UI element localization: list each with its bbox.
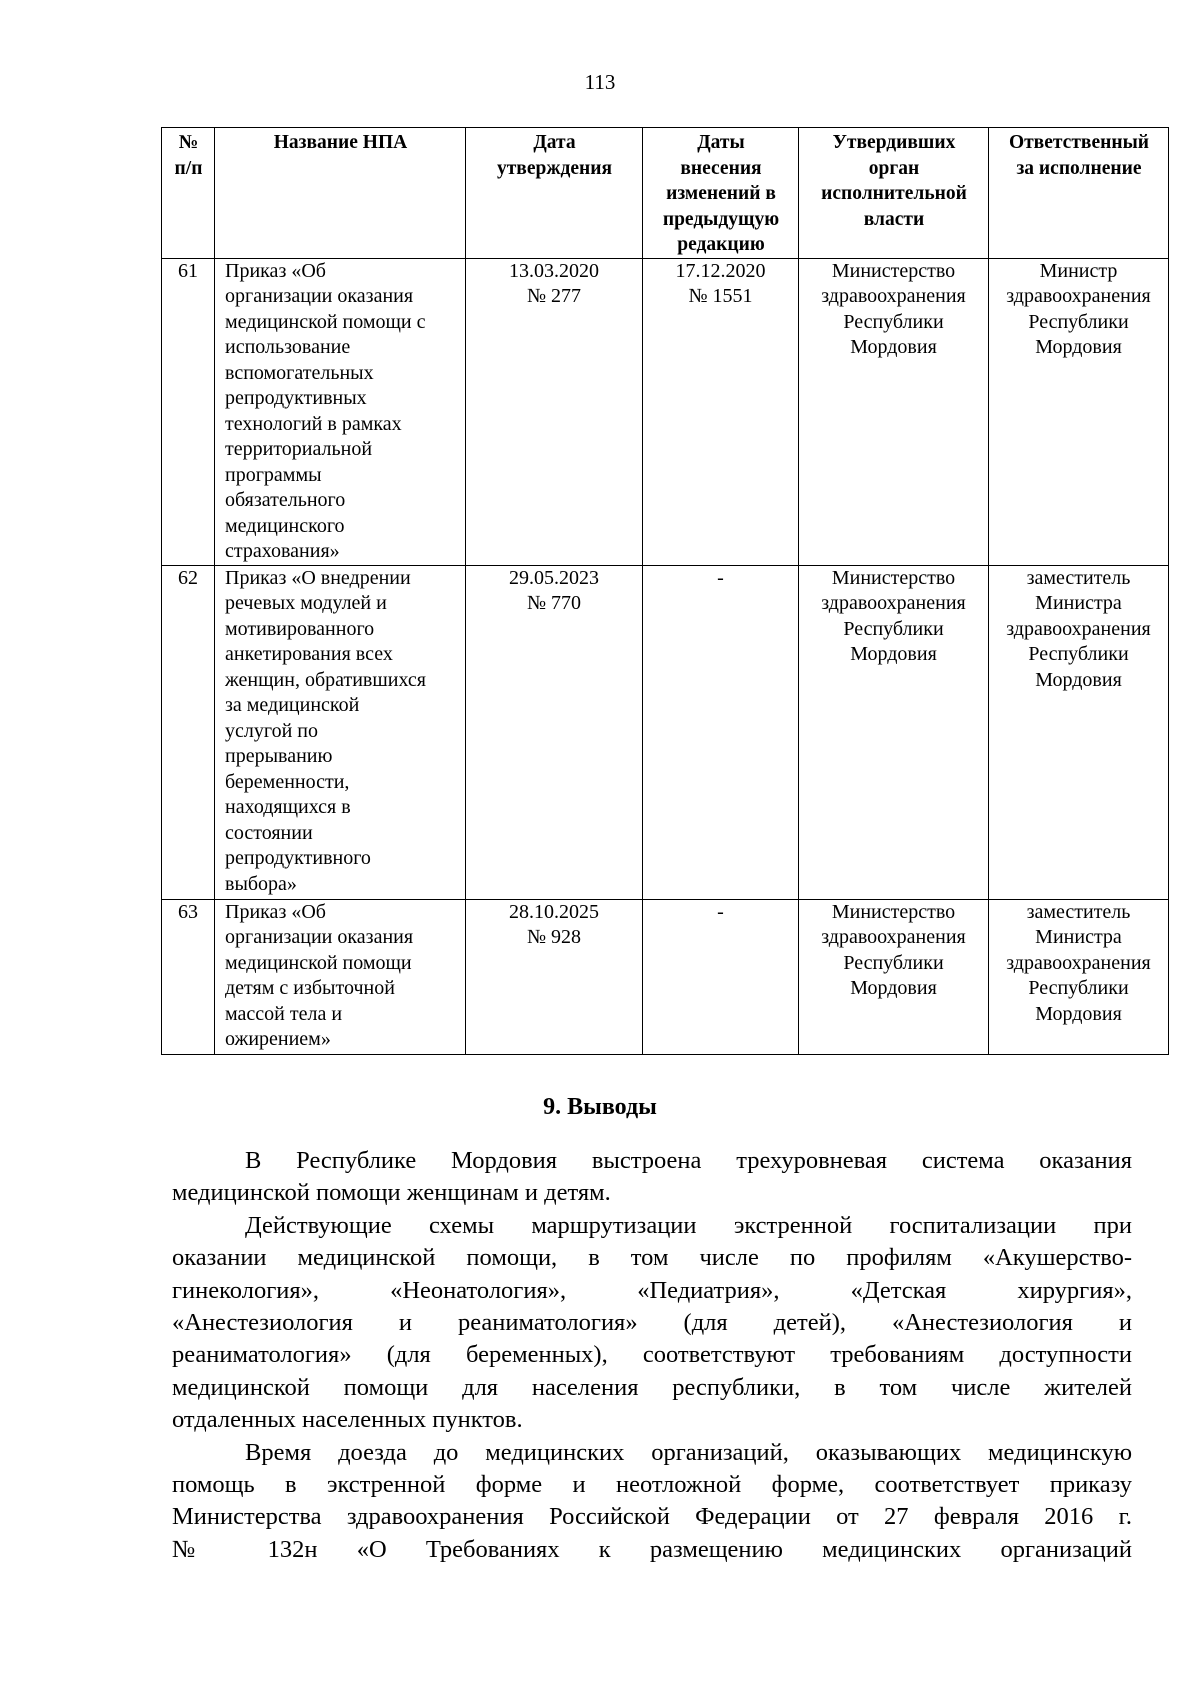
paragraph — [172, 1437, 1132, 1567]
paragraph — [172, 1210, 1132, 1437]
page-number: 113 — [584, 70, 616, 94]
row-number: 62 — [162, 565, 215, 899]
cell-line: Мордовия — [1035, 668, 1122, 691]
cell-line: 29.05.2023 — [509, 566, 599, 589]
text-line: отдаленных населенных пунктов. — [172, 1406, 523, 1434]
cell-line: за медицинской — [225, 694, 360, 716]
cell-line: здравоохранения — [821, 926, 966, 948]
cell-line: детям с избыточной — [225, 977, 395, 999]
change-dates — [643, 258, 799, 565]
cell-line: анкетирования всех — [225, 643, 393, 665]
cell-line: Мордовия — [850, 643, 937, 665]
cell-line: Мордовия — [850, 977, 937, 999]
approval-date — [466, 899, 643, 1054]
cell-line: здравоохранения — [1006, 617, 1151, 640]
header-number — [162, 128, 215, 259]
approving-authority — [799, 899, 989, 1054]
cell-line: здравоохранения — [821, 285, 966, 307]
cell-line: массой тела и — [225, 1002, 343, 1025]
npa-name — [215, 258, 466, 565]
cell-line: Министерство — [831, 259, 956, 282]
cell-line: Министерство — [831, 900, 956, 923]
cell-line: Министра — [1035, 926, 1122, 948]
responsible — [989, 899, 1169, 1054]
text-line: № 132н «О Требованиях к размещению медицинских организаций — [172, 1535, 1132, 1563]
cell-line: здравоохранения — [1006, 285, 1151, 307]
cell-line: вспомогательных — [225, 361, 374, 384]
cell-line: медицинской помощи — [225, 951, 412, 974]
cell-line: Министра — [1035, 592, 1122, 614]
cell-line: программы — [225, 463, 322, 486]
cell-line: Приказ «О внедрении — [225, 566, 411, 589]
cell-line: выбора» — [225, 872, 297, 895]
cell-line: Республики — [1028, 977, 1129, 999]
cell-line: территориальной — [225, 438, 373, 460]
change-dates — [643, 565, 799, 899]
cell-line: предыдущую — [662, 208, 780, 230]
table-header-row — [162, 128, 1169, 259]
header-approval-date — [466, 128, 643, 259]
cell-line: репродуктивного — [225, 847, 371, 869]
cell-line: репродуктивных — [225, 387, 367, 409]
approving-authority — [799, 565, 989, 899]
table-row — [162, 899, 1169, 1054]
cell-line: изменений в — [666, 183, 776, 204]
cell-line: речевых модулей и — [225, 592, 387, 614]
cell-line: Ответственный — [1008, 132, 1150, 153]
cell-line: Утвердивших — [832, 132, 956, 153]
cell-line: Республики — [1028, 643, 1129, 665]
npa-name — [215, 565, 466, 899]
cell-line: Дата — [533, 132, 576, 153]
responsible — [989, 258, 1169, 565]
approval-date — [466, 258, 643, 565]
cell-line: - — [717, 566, 724, 589]
cell-line: 13.03.2020 — [509, 259, 599, 282]
section-title: 9. Выводы — [543, 1094, 657, 1120]
cell-line: заместитель — [1026, 900, 1131, 923]
cell-line: ожирением» — [225, 1028, 331, 1050]
cell-line: Республики — [843, 617, 944, 640]
cell-line: медицинской помощи с — [225, 310, 426, 333]
text-line: «Анестезиология и реаниматология» (для детей), «Анестезиология и — [172, 1309, 1132, 1337]
cell-line: прерыванию — [225, 745, 333, 767]
cell-line: здравоохранения — [821, 592, 966, 614]
cell-line: № — [178, 132, 199, 153]
row-number: 63 — [162, 899, 215, 1054]
cell-line: Мордовия — [850, 336, 937, 358]
cell-line: орган — [868, 157, 920, 179]
cell-line: № 1551 — [688, 285, 753, 307]
header-change-dates — [643, 128, 799, 259]
cell-line: 17.12.2020 — [675, 259, 766, 282]
cell-line: власти — [863, 208, 925, 230]
text-line: гинекология», «Неонатология», «Педиатрия», «Детская хирургия», — [172, 1276, 1132, 1304]
cell-line: утверждения — [496, 157, 613, 179]
approving-authority — [799, 258, 989, 565]
text-line: В Республике Мордовия выстроена трехуровневая система оказания — [245, 1147, 1132, 1174]
text-line: медицинской помощи женщинам и детям. — [172, 1179, 611, 1207]
cell-line: технологий в рамках — [225, 412, 402, 435]
cell-line: страхования» — [225, 540, 340, 562]
cell-line: внесения — [680, 157, 762, 179]
cell-line: редакцию — [677, 234, 765, 255]
header-responsible — [989, 128, 1169, 259]
npa-table — [161, 127, 1169, 1055]
text-line: помощь в экстренной форме и неотложной форме, соответствует приказу — [172, 1471, 1132, 1499]
header-npa-name — [215, 128, 466, 259]
cell-line: мотивированного — [225, 617, 375, 640]
text-line: Министерства здравоохранения Российской Федерации от 27 февраля 2016 г. — [172, 1503, 1132, 1531]
text-line: реаниматология» (для беременных), соответствуют требованиям доступности — [172, 1341, 1132, 1369]
cell-line: Министр — [1039, 259, 1118, 282]
cell-line: беременности, — [225, 770, 350, 793]
cell-line: Республики — [843, 951, 944, 974]
table-row — [162, 258, 1169, 565]
cell-line: находящихся в — [225, 796, 351, 818]
cell-line: - — [717, 900, 724, 923]
cell-line: Мордовия — [1035, 1002, 1122, 1025]
cell-line: организации оказания — [225, 926, 414, 948]
cell-line: Республики — [843, 310, 944, 333]
cell-line: состоянии — [225, 821, 313, 844]
cell-line: организации оказания — [225, 285, 414, 307]
paragraph — [172, 1145, 1132, 1210]
cell-line: Министерство — [831, 566, 956, 589]
cell-line: заместитель — [1026, 566, 1131, 589]
cell-line: п/п — [174, 157, 203, 179]
text-line: медицинской помощи для населения республики, в том числе жителей — [172, 1373, 1132, 1401]
cell-line: № 928 — [526, 926, 582, 948]
cell-line: услугой по — [225, 719, 318, 742]
conclusions-text — [172, 1145, 1132, 1566]
cell-line: Республики — [1028, 310, 1129, 333]
cell-line: использование — [225, 336, 351, 358]
header-approving-authority — [799, 128, 989, 259]
cell-line: обязательного — [225, 489, 346, 511]
responsible — [989, 565, 1169, 899]
cell-line: Название НПА — [273, 132, 408, 153]
table-row — [162, 565, 1169, 899]
text-line: Действующие схемы маршрутизации экстренной госпитализации при — [245, 1211, 1132, 1239]
cell-line: медицинского — [225, 514, 345, 537]
approval-date — [466, 565, 643, 899]
text-line: оказании медицинской помощи, в том числе по профилям «Акушерство- — [172, 1244, 1132, 1272]
cell-line: Даты — [697, 132, 745, 153]
cell-line: Приказ «Об — [225, 900, 326, 923]
cell-line: здравоохранения — [1006, 951, 1151, 974]
cell-line: Мордовия — [1035, 336, 1122, 358]
cell-line: 28.10.2025 — [509, 900, 599, 923]
cell-line: № 277 — [526, 285, 582, 307]
cell-line: исполнительной — [821, 183, 967, 204]
change-dates — [643, 899, 799, 1054]
cell-line: Приказ «Об — [225, 259, 326, 282]
text-line: Время доезда до медицинских организаций, оказывающих медицинскую — [245, 1438, 1132, 1466]
npa-name — [215, 899, 466, 1054]
cell-line: № 770 — [526, 592, 582, 614]
cell-line: за исполнение — [1016, 157, 1142, 179]
row-number: 61 — [162, 258, 215, 565]
cell-line: женщин, обратившихся — [225, 668, 426, 691]
